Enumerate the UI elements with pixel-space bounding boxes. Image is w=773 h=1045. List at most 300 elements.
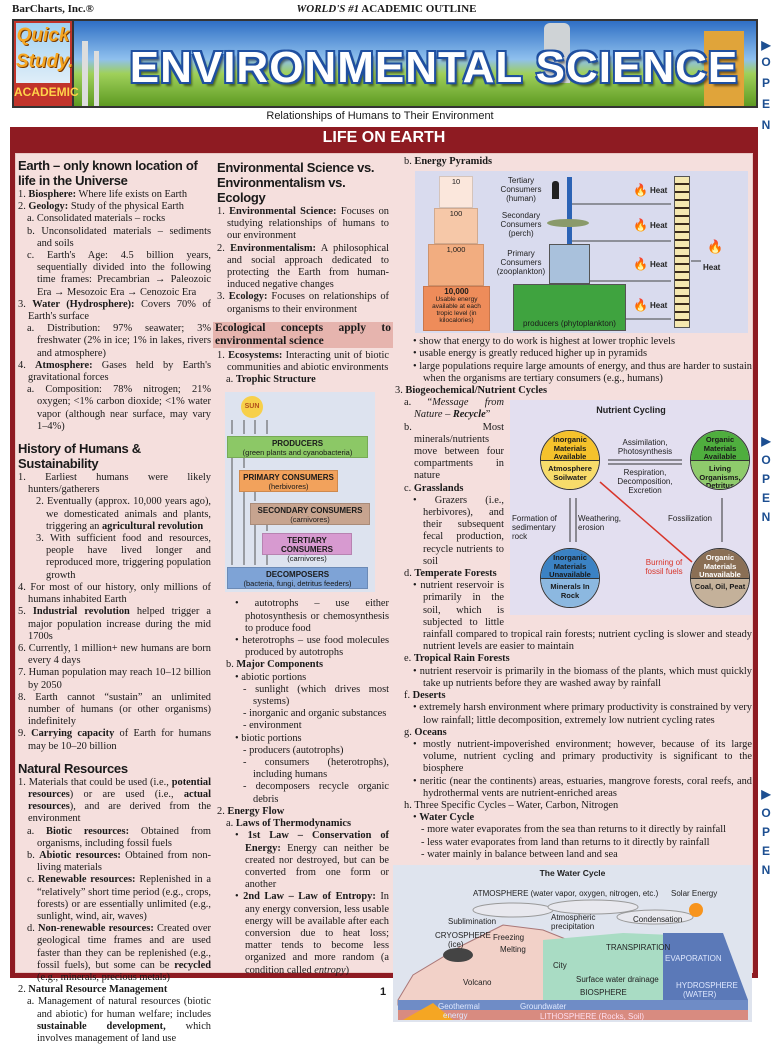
item-marker: - bbox=[243, 781, 256, 793]
item-text: Ecosystems: bbox=[228, 349, 283, 361]
section-heading: Environmental Science vs. Environmentalism vs. Ecology bbox=[217, 160, 375, 205]
item-text: Unconsolidated materials – sediments and soils bbox=[37, 225, 212, 249]
item-text: large populations require large amounts of energy, and thus are harder to sustain when the organisms are tertiary consumers (e.g., humans) bbox=[419, 360, 752, 384]
heat-label: Heat bbox=[650, 301, 668, 311]
item-marker: a. bbox=[27, 825, 47, 837]
item-text: ) bbox=[345, 964, 350, 976]
list-item bbox=[217, 720, 389, 732]
section-heading: History of Humans & Sustainability bbox=[18, 441, 141, 472]
item-text: heterotrophs – use food molecules produced by autotrophs bbox=[242, 635, 389, 659]
item-text: Deserts bbox=[412, 690, 446, 702]
list-item bbox=[217, 830, 389, 891]
label-cryosphere: CRYOSPHERE bbox=[435, 930, 491, 940]
quickstudy-logo bbox=[14, 21, 79, 106]
label-precipitation: Atmospheric bbox=[551, 912, 596, 922]
cycle-arrows bbox=[510, 400, 752, 615]
item-text: biotic portions bbox=[241, 732, 302, 744]
list-item bbox=[18, 360, 211, 384]
item-text: Natural Resource Management bbox=[28, 984, 168, 996]
list-item bbox=[217, 757, 389, 781]
list-item bbox=[18, 226, 211, 250]
item-text: Eventually (approx. 10,000 years ago), we domesticated animals and plants, triggering an bbox=[46, 496, 211, 532]
item-marker: d. bbox=[404, 568, 415, 580]
item-text: Tropical Rain Forests bbox=[413, 653, 510, 665]
item-marker: a. bbox=[226, 374, 236, 386]
item-text: decomposers recycle organic debris bbox=[253, 781, 389, 805]
item-marker: 2. bbox=[18, 984, 29, 996]
list-item bbox=[18, 472, 211, 496]
tab-letter: O bbox=[761, 453, 771, 467]
item-marker: 3. bbox=[395, 385, 406, 397]
section-heading: Earth – only known location of life in the Universe bbox=[18, 158, 198, 188]
label-groundwater: Groundwater bbox=[520, 1001, 567, 1011]
pyramid-note: Usable energy available at each tropic level (in kilocalories) bbox=[432, 296, 481, 325]
item-marker: a. bbox=[226, 818, 236, 830]
item-marker: a. bbox=[27, 384, 46, 396]
tagline-emphasis: WORLD'S #1 bbox=[296, 3, 360, 15]
item-text: 2nd Law – Law of Entropy: bbox=[243, 891, 376, 903]
item-text: 1st Law – Conservation of Energy: bbox=[245, 830, 389, 854]
item-text: show that energy to do work is highest at lower trophic levels bbox=[419, 336, 676, 348]
list-item bbox=[395, 702, 752, 726]
label-atmosphere: ATMOSPHERE (water vapor, oxygen, nitrogen, etc.) bbox=[473, 888, 659, 898]
item-text: Earth's Age: 4.5 billion years, sequentially divided into the following time frames: Precambrian → Paleozoic Era → Mesozoic Era → Cenozoic Era bbox=[37, 250, 211, 298]
open-tab[interactable] bbox=[759, 785, 773, 880]
process-label: Weathering, erosion bbox=[578, 514, 621, 533]
list-item bbox=[18, 323, 211, 360]
list-item bbox=[18, 850, 211, 874]
list-item bbox=[395, 812, 752, 824]
trophic-level-desc: (herbivores) bbox=[268, 482, 309, 492]
list-item bbox=[395, 690, 752, 702]
item-marker: • bbox=[413, 494, 435, 506]
item-text: “ bbox=[427, 397, 433, 409]
item-text: nutrient reservoir is primarily in the biomass of the plants, which must quickly take up nutrients before they are washed away by rainfall bbox=[419, 665, 752, 689]
sun-icon: SUN bbox=[241, 396, 263, 418]
heat-label: Heat bbox=[703, 263, 721, 273]
item-marker: 6. bbox=[18, 642, 29, 654]
pyramid-level: 100 bbox=[434, 208, 478, 244]
outline-list bbox=[217, 206, 389, 316]
item-text: A philosophical and social approach dedicated to protecting the Earth from human-induced negative changes bbox=[227, 242, 389, 291]
item-marker: - bbox=[421, 824, 428, 836]
item-text: Atmosphere: bbox=[35, 359, 93, 371]
item-text: Most minerals/nutrients move between four compartments in nature bbox=[414, 421, 504, 482]
list-item bbox=[217, 635, 389, 659]
item-marker: 5. bbox=[18, 606, 33, 618]
list-item bbox=[395, 824, 752, 836]
item-text: Abiotic resources: bbox=[39, 849, 121, 861]
item-text: Non-renewable resources: bbox=[38, 923, 154, 935]
compartment-content: Minerals In Rock bbox=[541, 578, 599, 607]
item-text: ), and are derived from the environment bbox=[28, 801, 211, 825]
item-text: Focuses on relationships of organisms to their environment bbox=[227, 291, 389, 315]
item-text: Water Cycle bbox=[419, 812, 475, 824]
item-text: Interacting unit of biotic communities and abiotic environments bbox=[227, 349, 389, 374]
item-marker: c. bbox=[404, 482, 414, 494]
item-marker: g. bbox=[404, 726, 415, 738]
list-item bbox=[18, 606, 211, 643]
list-item bbox=[18, 250, 211, 299]
item-text: Grasslands bbox=[413, 482, 464, 494]
item-text: usable energy is greatly reduced higher up in pyramids bbox=[419, 348, 648, 360]
trophic-level bbox=[262, 533, 352, 564]
item-text: Carrying capacity bbox=[31, 728, 115, 740]
list-item bbox=[18, 189, 211, 201]
item-text: autotrophs – use either photosynthesis or chemosynthesis to produce food bbox=[245, 598, 389, 634]
list-item bbox=[18, 213, 211, 225]
label-drainage: Surface water drainage bbox=[576, 974, 659, 984]
highlight-heading: Ecological concepts apply to environmental science bbox=[215, 321, 391, 347]
flame-icon: 🔥 bbox=[633, 257, 648, 272]
list-item bbox=[217, 818, 389, 830]
list-item bbox=[217, 891, 389, 976]
item-heading: Energy Pyramids bbox=[414, 156, 493, 167]
item-text: Energy Flow bbox=[227, 805, 285, 817]
item-number: b. bbox=[404, 156, 415, 167]
item-marker: - bbox=[243, 757, 265, 769]
label-precipitation: precipitation bbox=[551, 921, 595, 931]
item-text: Three Specific Cycles – Water, Carbon, Nitrogen bbox=[414, 799, 619, 811]
arrow-right-icon: ▶ bbox=[761, 38, 771, 52]
section-title: LIFE ON EARTH bbox=[322, 129, 446, 146]
item-text: With sufficient food and resources, people have lived longer and reproduced more, triggering population growth bbox=[46, 533, 212, 581]
item-text: inorganic and organic substances bbox=[249, 708, 387, 720]
trophic-level-name: PRODUCERS bbox=[271, 439, 324, 449]
item-text: Earliest humans were likely hunters/gatherers bbox=[28, 472, 212, 496]
item-text: Currently, 1 million+ new humans are born every 4 days bbox=[28, 642, 211, 667]
list-item bbox=[217, 684, 389, 708]
item-text: helped trigger a major population increase during the mid 1700s bbox=[28, 606, 211, 642]
outline-list bbox=[18, 472, 211, 753]
page-subtitle: Relationships of Humans to Their Environment bbox=[266, 110, 494, 122]
tab-letter: N bbox=[761, 510, 771, 524]
arrow-right-icon: ▶ bbox=[761, 787, 771, 801]
item-marker: • bbox=[413, 665, 420, 677]
label-transpiration: TRANSPIRATION bbox=[606, 942, 671, 952]
list-item bbox=[395, 837, 752, 849]
item-marker: - bbox=[243, 720, 250, 732]
list-item bbox=[395, 666, 752, 690]
item-text: Composition: 78% nitrogen; 21% oxygen; <1% carbon dioxide; <1% water vapor (although near surface, may vary 1–4%) bbox=[37, 384, 211, 432]
item-text: agricultural revolution bbox=[101, 520, 204, 532]
tagline bbox=[0, 3, 773, 15]
publisher: BarCharts, Inc.® bbox=[12, 3, 94, 15]
tab-letter: E bbox=[761, 844, 770, 858]
item-text: potential resources bbox=[28, 776, 211, 800]
item-marker: • bbox=[235, 732, 242, 744]
list-item bbox=[395, 653, 752, 665]
process-label: Fossilization bbox=[667, 514, 712, 524]
open-tab[interactable] bbox=[759, 432, 773, 527]
list-item bbox=[18, 984, 211, 996]
list-item bbox=[395, 336, 752, 348]
label-condensation: Condensation bbox=[633, 914, 683, 924]
outline-list bbox=[217, 598, 389, 976]
outline-list bbox=[18, 189, 211, 433]
item-marker: 7. bbox=[18, 667, 29, 679]
item-marker: b. bbox=[404, 421, 483, 433]
item-text: ) or are used (i.e., bbox=[69, 788, 184, 800]
item-marker: • bbox=[413, 360, 420, 372]
list-item bbox=[395, 156, 752, 168]
column-2 bbox=[217, 156, 389, 977]
heat-arrows bbox=[415, 171, 748, 333]
item-marker: 2. bbox=[18, 201, 29, 213]
compartment-title: Inorganic Materials Available bbox=[541, 431, 599, 460]
label-evaporation: EVAPORATION bbox=[665, 953, 722, 963]
list-item bbox=[217, 708, 389, 720]
trophic-level-name: DECOMPOSERS bbox=[265, 570, 330, 580]
list-item bbox=[217, 374, 389, 386]
list-item bbox=[217, 806, 389, 818]
trophic-level-label: Primary Consumers (zooplankton) bbox=[496, 249, 546, 277]
item-text: Distribution: 97% seawater; 3% freshwater (2% in ice; 1% in lakes, rivers and atmosphere) bbox=[37, 323, 212, 359]
item-text: Major Components bbox=[236, 659, 324, 671]
item-marker: b. bbox=[226, 659, 237, 671]
trophic-level-desc: (green plants and cyanobacteria) bbox=[242, 448, 353, 458]
heat-label: Heat bbox=[650, 186, 668, 196]
outline-list bbox=[18, 777, 211, 1045]
label-volcano: Volcano bbox=[463, 977, 492, 987]
item-text: Grazers (i.e., herbivores), and their subsequent fecal production, recycle nutrients to soil bbox=[423, 494, 504, 567]
item-marker: 1. bbox=[217, 206, 230, 217]
list-item bbox=[217, 659, 389, 671]
page-title: ENVIRONMENTAL SCIENCE bbox=[129, 43, 739, 92]
compartment-content: Coal, Oil, Peat bbox=[691, 578, 749, 607]
list-item bbox=[217, 781, 389, 805]
item-marker: a. bbox=[27, 323, 48, 335]
label-ice: (ice) bbox=[448, 939, 464, 949]
pyramid-level-value: 10,000 bbox=[444, 287, 469, 297]
pyramid-level: 10 bbox=[439, 176, 473, 208]
item-marker: b. bbox=[27, 225, 42, 237]
compartment-content: Living Organisms, Detritus bbox=[691, 460, 749, 489]
list-item bbox=[18, 533, 211, 582]
item-marker: • bbox=[235, 830, 248, 842]
column-3 bbox=[395, 156, 752, 1022]
item-text: Covers 70% of Earth's surface bbox=[28, 298, 211, 323]
item-text: Human population may reach 10–12 billion by 2050 bbox=[28, 667, 212, 691]
item-marker: 1. bbox=[217, 349, 229, 361]
compartment-title: Organic Materials Unavailable bbox=[691, 549, 749, 578]
item-text: consumers (heterotrophs), including humans bbox=[253, 757, 389, 781]
trophic-level bbox=[250, 503, 370, 525]
tab-letter: O bbox=[761, 806, 771, 820]
flame-icon: 🔥 bbox=[633, 298, 648, 313]
logo-quick: Quick bbox=[16, 25, 70, 46]
list-item bbox=[217, 672, 389, 684]
item-text: Message from Nature – bbox=[414, 397, 505, 421]
list-item bbox=[18, 299, 211, 323]
item-text: entropy bbox=[314, 964, 346, 976]
smokestack-icon bbox=[82, 41, 88, 106]
item-marker: • bbox=[413, 812, 420, 824]
trophic-structure-diagram bbox=[225, 392, 375, 592]
list-item bbox=[18, 643, 211, 667]
logo-academic: ACADEMIC bbox=[14, 85, 79, 99]
section-heading: Natural Resources bbox=[18, 760, 128, 776]
item-text: more water evaporates from the sea than returns to it directly by rainfall bbox=[427, 824, 726, 836]
item-text: Environmentalism: bbox=[230, 242, 316, 254]
list-item bbox=[217, 206, 389, 243]
item-marker: 1. bbox=[18, 189, 29, 200]
list-item bbox=[18, 874, 211, 923]
item-marker: • bbox=[413, 702, 420, 714]
logo-study: Study. bbox=[16, 51, 74, 72]
label-geothermal: Geothermal bbox=[438, 1001, 480, 1011]
item-marker: d. bbox=[27, 923, 39, 935]
item-text: Biotic resources: bbox=[46, 825, 130, 837]
list-item bbox=[217, 733, 389, 745]
item-marker: e. bbox=[404, 653, 414, 665]
item-text: water mainly in balance between land and sea bbox=[427, 848, 618, 860]
list-item bbox=[395, 849, 752, 861]
item-marker: 1. bbox=[18, 472, 46, 484]
item-text: Obtained from non-living materials bbox=[37, 849, 211, 874]
diagram-title: The Water Cycle bbox=[539, 867, 606, 878]
label-lithosphere: LITHOSPHERE (Rocks, Soil) bbox=[540, 1011, 645, 1021]
heat-label: Heat bbox=[650, 221, 668, 231]
smokestack-icon bbox=[94, 51, 99, 106]
item-marker: • bbox=[235, 598, 255, 610]
item-marker: 3. bbox=[36, 533, 51, 545]
list-item bbox=[395, 385, 752, 397]
tagline-text: ACADEMIC OUTLINE bbox=[359, 3, 477, 15]
item-text: sustainable development, bbox=[37, 1020, 166, 1032]
label-geothermal: energy bbox=[443, 1010, 468, 1020]
list-item bbox=[395, 361, 752, 385]
item-text: actual resources bbox=[28, 788, 211, 813]
list-item bbox=[18, 996, 211, 1045]
flame-icon: 🔥 bbox=[707, 239, 724, 255]
compartment-content: Atmosphere Soilwater bbox=[541, 460, 599, 489]
item-text: Materials that could be used (i.e., bbox=[28, 776, 172, 788]
process-label: Formation of sedimentary rock bbox=[512, 514, 557, 542]
item-text: mostly nutrient-impoverished environment; however, because of its large volume, nutrient cycling and primary productivity is significant to the biosphere bbox=[422, 738, 752, 775]
item-marker: - bbox=[243, 744, 250, 756]
trophic-level bbox=[227, 567, 368, 589]
item-text: of Earth for humans may be 10–20 billion bbox=[28, 728, 211, 752]
detritus-bar bbox=[674, 176, 690, 328]
trophic-level-name: TERTIARY CONSUMERS bbox=[280, 536, 333, 555]
list-item bbox=[395, 727, 752, 739]
item-text: Temperate Forests bbox=[414, 568, 497, 580]
item-marker: f. bbox=[404, 690, 413, 702]
item-marker: c. bbox=[27, 874, 39, 886]
item-text: Recycle bbox=[452, 409, 486, 421]
item-text: which involves management of land use bbox=[37, 1020, 211, 1044]
item-text: less water evaporates from land than returns to it directly by rainfall bbox=[427, 836, 710, 848]
item-marker: 9. bbox=[18, 728, 32, 740]
item-text: Management of natural resources (biotic and abiotic) for human welfare; includes bbox=[37, 996, 211, 1020]
item-text: Biosphere: bbox=[28, 189, 77, 200]
water-cycle-diagram bbox=[393, 865, 752, 1022]
item-marker: a. bbox=[27, 213, 37, 225]
item-text: Biogeochemical/Nutrient Cycles bbox=[405, 385, 548, 397]
item-marker: - bbox=[421, 836, 428, 848]
list-item bbox=[18, 201, 211, 213]
producers-box: producers (phytoplankton) bbox=[513, 284, 626, 331]
item-text: (e.g., minerals, precious metals) bbox=[37, 971, 171, 983]
open-tab[interactable] bbox=[759, 36, 773, 139]
item-text: Study of the physical Earth bbox=[68, 201, 184, 213]
item-text: Earth cannot “sustain” an unlimited number of humans (or other organisms) indefinitely bbox=[28, 691, 211, 728]
item-text: recycled bbox=[174, 959, 211, 971]
list-item bbox=[217, 350, 389, 374]
item-text: Consolidated materials – rocks bbox=[36, 213, 166, 225]
list-item bbox=[18, 777, 211, 826]
item-text: nutrient reservoir is primarily in the soil, which is subjected to little rainfall compared to tropical rain forests; nutrient cycling is slower and steady nutrient levels are easier to maintain bbox=[420, 580, 752, 653]
list-item bbox=[18, 384, 211, 433]
list-item bbox=[18, 923, 211, 984]
diagram-title: Nutrient Cycling bbox=[596, 405, 666, 416]
item-marker: c. bbox=[27, 250, 48, 262]
tab-letter: N bbox=[761, 863, 771, 877]
item-marker: 1. bbox=[18, 776, 29, 788]
list-item bbox=[18, 826, 211, 850]
list-item bbox=[18, 728, 211, 752]
item-text: Laws of Thermodynamics bbox=[235, 818, 352, 830]
list-item bbox=[395, 776, 752, 800]
flame-icon: 🔥 bbox=[633, 183, 648, 198]
list-item bbox=[395, 739, 752, 776]
item-text: sunlight (which drives most systems) bbox=[253, 683, 389, 708]
title-banner bbox=[12, 19, 758, 108]
process-label-burning: Burning of fossil fuels bbox=[645, 558, 683, 577]
item-text: Replenished in a “relatively” short time period (e.g., crops, forests) or are essentially unlimited (e.g., sunlight, wind, air, waves) bbox=[37, 874, 211, 922]
label-hydrosphere: (WATER) bbox=[683, 989, 717, 999]
item-text: neritic (near the continents) areas, estuaries, mangrove forests, coral reefs, and hydrothermal vents are nutrient-enriched areas bbox=[419, 775, 752, 799]
item-text: Water (Hydrosphere): bbox=[32, 298, 135, 310]
list-item bbox=[217, 291, 389, 315]
item-text: extremely harsh environment where primary productivity is constrained by very low rainfall; little decomposition, extremely low nutrient cycling rates bbox=[419, 702, 752, 726]
list-item bbox=[217, 243, 389, 292]
item-text: Environmental Science: bbox=[229, 206, 337, 217]
column-1 bbox=[18, 156, 211, 1045]
energy-pyramid-diagram bbox=[415, 171, 748, 333]
item-text: Renewable resources: bbox=[38, 874, 136, 886]
list-item bbox=[217, 745, 389, 757]
item-text: For most of our history, only millions of humans inhabited Earth bbox=[28, 581, 212, 606]
item-marker: • bbox=[413, 775, 420, 787]
label-melting: Melting bbox=[500, 944, 526, 954]
item-marker: 3. bbox=[217, 291, 229, 303]
nutrient-cycling-diagram bbox=[510, 400, 752, 615]
label-hydrosphere: HYDROSPHERE bbox=[676, 980, 738, 990]
list-item bbox=[18, 496, 211, 533]
item-text: Energy can neither be created nor destroyed, but can be converted from one form or another bbox=[245, 842, 389, 891]
item-marker: - bbox=[421, 848, 428, 860]
compartment-title: Organic Materials Available bbox=[691, 431, 749, 460]
heat-label: Heat bbox=[650, 260, 668, 270]
tab-letter: E bbox=[761, 491, 770, 505]
item-marker: • bbox=[413, 738, 423, 750]
item-text: producers (autotrophs) bbox=[249, 744, 344, 756]
pyramid-level: 1,000 bbox=[428, 244, 484, 286]
item-marker: • bbox=[235, 671, 242, 683]
item-marker: a. bbox=[404, 397, 428, 409]
item-text: Created over geological time frames and are used faster than they can be replenished (e.g., fossil fuels), but some can be bbox=[37, 923, 211, 971]
outline-list bbox=[395, 336, 752, 397]
open-tab-label: OPEN bbox=[759, 55, 773, 139]
item-text: ” bbox=[485, 409, 491, 421]
item-text: environment bbox=[249, 720, 302, 732]
item-marker: - bbox=[243, 683, 256, 695]
item-marker: 2. bbox=[217, 242, 231, 254]
trophic-level-name: PRIMARY CONSUMERS bbox=[243, 473, 334, 483]
item-text: Ecology: bbox=[228, 291, 268, 303]
